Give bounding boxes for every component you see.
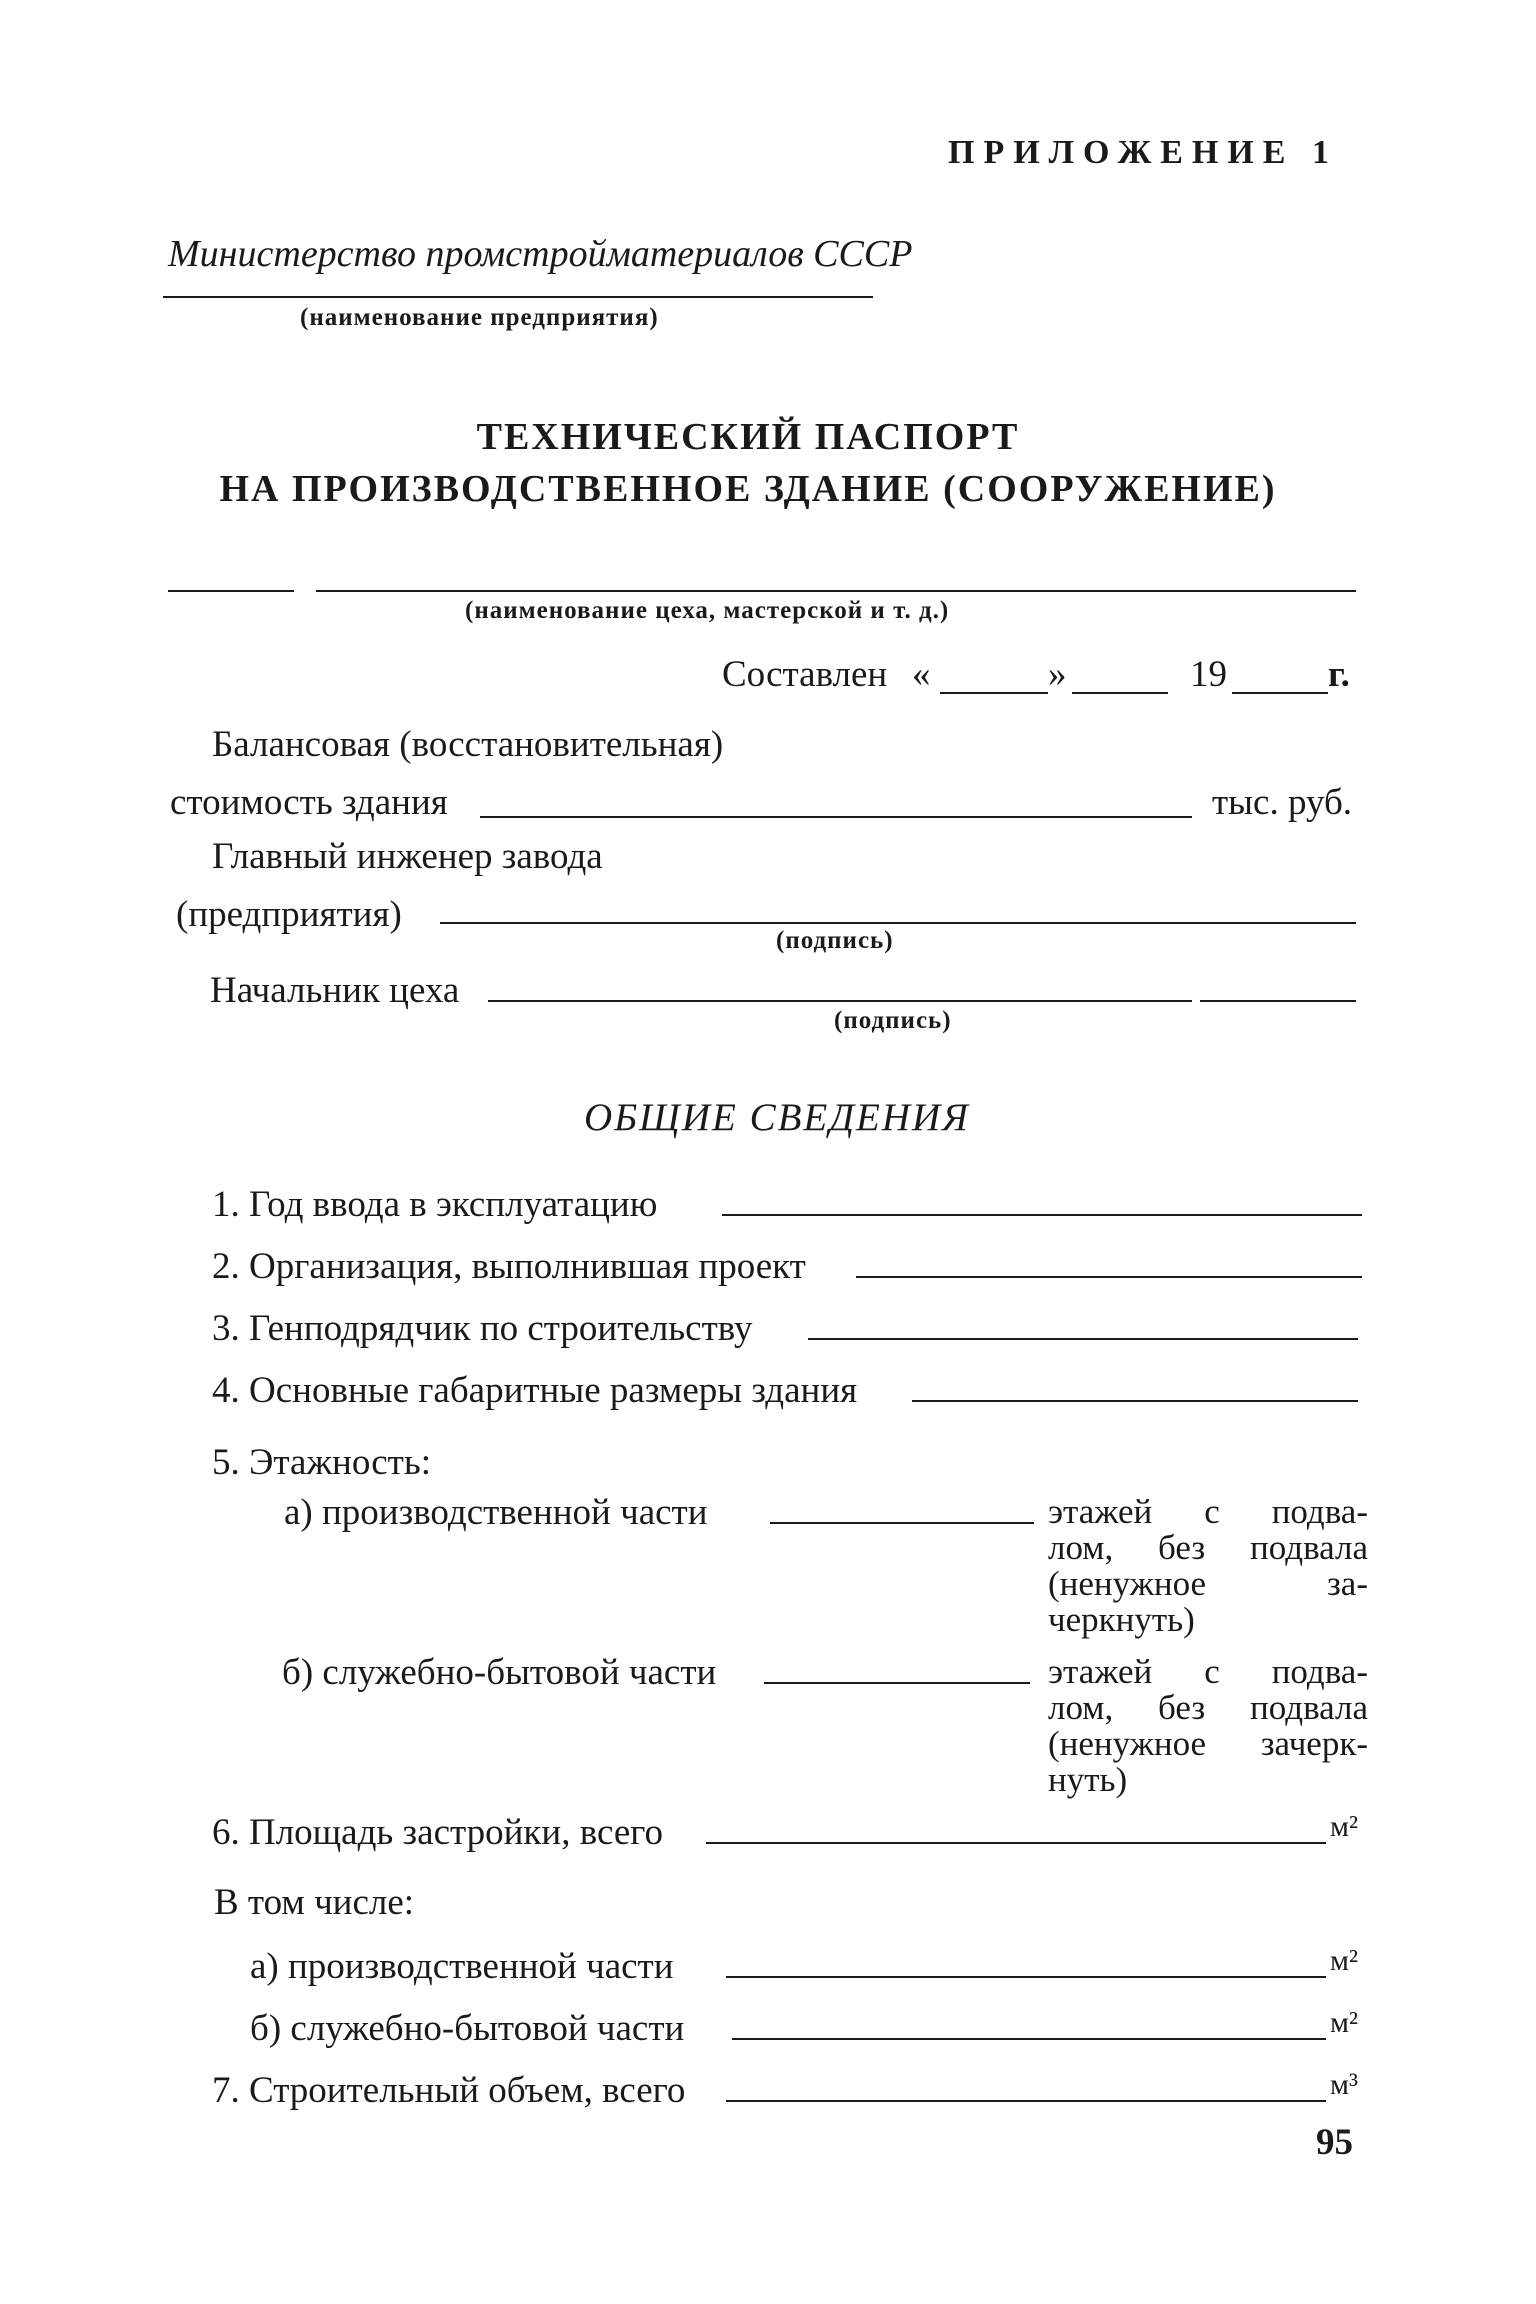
compiled-year-field[interactable] (1232, 692, 1328, 694)
including-label: В том числе: (214, 1882, 415, 1923)
cost-label-line1: Балансовая (восстановительная) (212, 724, 724, 765)
including-b-label: б) служебно-бытовой части (250, 2008, 685, 2049)
item-5b-note-line: этажей с подва- (1048, 1652, 1368, 1691)
item-7-field[interactable] (726, 2100, 1326, 2102)
item-5a-label: а) производственной части (284, 1492, 708, 1533)
compiled-label: Составлен (722, 654, 888, 695)
item-5b-note-line: (ненужное зачерк- (1048, 1724, 1368, 1763)
item-5a-note-line: лом, без подвала (1048, 1528, 1368, 1567)
compiled-year-prefix: 19 (1190, 654, 1227, 695)
compiled-year-suffix: г. (1328, 654, 1350, 695)
item-2-field[interactable] (856, 1276, 1362, 1278)
item-5b-note-line: лом, без подвала (1048, 1688, 1368, 1727)
item-1-field[interactable] (722, 1214, 1362, 1216)
ministry-name: Министерство промстройматериалов СССР (168, 233, 913, 275)
item-5b-note (1048, 1654, 1368, 1798)
item-5a-note-line: черкнуть) (1048, 1600, 1195, 1639)
item-4-field[interactable] (912, 1400, 1358, 1402)
item-4-label: 4. Основные габаритные размеры здания (212, 1370, 858, 1411)
item-5a-note-line: этажей с подва- (1048, 1492, 1368, 1531)
including-a-field[interactable] (726, 1976, 1326, 1978)
cost-unit: тыс. руб. (1212, 782, 1353, 823)
workshop-line-short[interactable] (168, 590, 294, 592)
page-number: 95 (1316, 2122, 1353, 2163)
item-5a-note (1048, 1494, 1368, 1638)
item-3-label: 3. Генподрядчик по строительству (212, 1308, 753, 1349)
including-a-unit: м² (1330, 1944, 1358, 1977)
title-line-2: НА ПРОИЗВОДСТВЕННОЕ ЗДАНИЕ (СООРУЖЕНИЕ) (219, 468, 1277, 510)
item-6-field[interactable] (706, 1842, 1326, 1844)
item-5b-note-line: нуть) (1048, 1760, 1128, 1799)
item-5a-note-line: (ненужное за- (1048, 1564, 1368, 1603)
cost-label-line2: стоимость здания (170, 782, 448, 823)
item-7-unit: м³ (1330, 2068, 1358, 2101)
item-5b-field[interactable] (764, 1682, 1030, 1684)
item-1-label: 1. Год ввода в эксплуатацию (212, 1184, 658, 1225)
item-3-field[interactable] (808, 1338, 1358, 1340)
including-b-unit: м² (1330, 2006, 1358, 2039)
item-5a-field[interactable] (770, 1522, 1034, 1524)
workshop-line-long[interactable] (316, 590, 1356, 592)
shop-head-label: Начальник цеха (210, 970, 460, 1011)
compiled-month-field[interactable] (1072, 692, 1168, 694)
chief-engineer-line2: (предприятия) (176, 894, 402, 935)
item-7-label: 7. Строительный объем, всего (212, 2070, 686, 2111)
appendix-label: ПРИЛОЖЕНИЕ 1 (948, 134, 1338, 171)
item-5b-label: б) служебно-бытовой части (282, 1652, 717, 1693)
shop-head-signature-field-b[interactable] (1200, 1000, 1356, 1002)
chief-engineer-signature-caption: (подпись) (776, 927, 894, 954)
item-6-unit: м² (1330, 1810, 1358, 1843)
ministry-underline (163, 296, 873, 298)
title-line-1: ТЕХНИЧЕСКИЙ ПАСПОРТ (476, 416, 1020, 458)
including-b-field[interactable] (732, 2038, 1326, 2040)
including-a-label: а) производственной части (250, 1946, 674, 1987)
general-info-title: ОБЩИЕ СВЕДЕНИЯ (584, 1096, 970, 1139)
compiled-day-field[interactable] (940, 692, 1048, 694)
cost-field[interactable] (480, 816, 1192, 818)
enterprise-caption: (наименование предприятия) (300, 304, 659, 331)
shop-head-signature-field-a[interactable] (488, 1000, 1192, 1002)
item-2-label: 2. Организация, выполнившая проект (212, 1246, 806, 1287)
shop-head-signature-caption: (подпись) (834, 1007, 952, 1034)
chief-engineer-line1: Главный инженер завода (212, 836, 603, 877)
item-5-label: 5. Этажность: (212, 1442, 432, 1483)
chief-engineer-signature-field[interactable] (440, 922, 1356, 924)
item-6-label: 6. Площадь застройки, всего (212, 1812, 664, 1853)
compiled-close-quote: » (1048, 654, 1067, 695)
compiled-open-quote: « (912, 654, 931, 695)
workshop-caption: (наименование цеха, мастерской и т. д.) (465, 597, 950, 624)
